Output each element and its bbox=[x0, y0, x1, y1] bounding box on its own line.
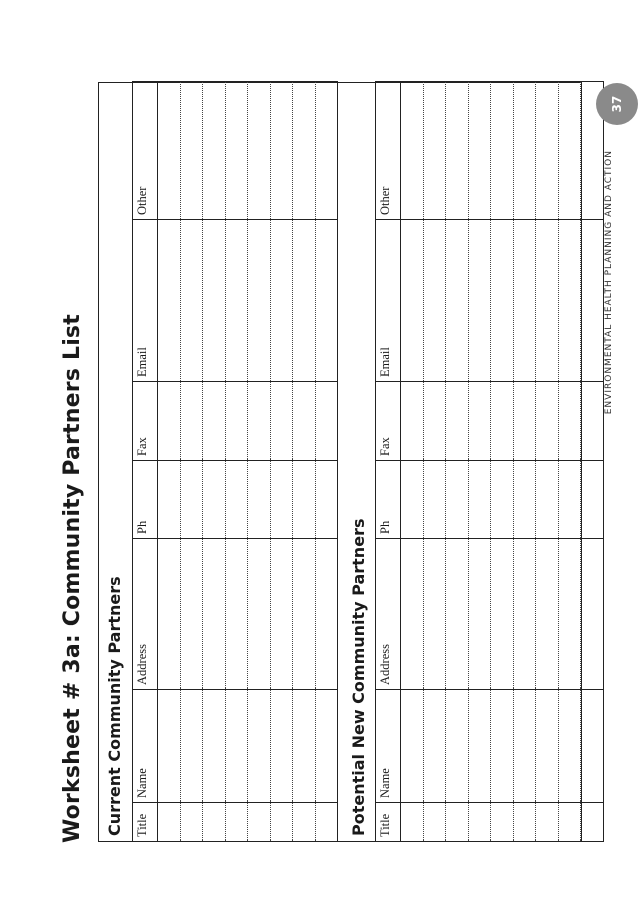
column-header-fax: Fax bbox=[376, 382, 401, 461]
fax-cell[interactable] bbox=[423, 382, 446, 461]
address-cell[interactable] bbox=[315, 539, 338, 690]
title-cell[interactable] bbox=[203, 803, 226, 842]
email-cell[interactable] bbox=[293, 220, 316, 382]
table-row bbox=[423, 82, 446, 842]
other-cell[interactable] bbox=[491, 82, 514, 220]
table-row bbox=[248, 82, 271, 842]
phone-cell[interactable] bbox=[536, 461, 559, 539]
email-cell[interactable] bbox=[581, 220, 604, 382]
column-header-phone: Ph bbox=[133, 461, 158, 539]
name-cell[interactable] bbox=[203, 690, 226, 803]
footer-running-title: ENVIRONMENTAL HEALTH PLANNING AND ACTION bbox=[604, 150, 614, 415]
other-cell[interactable] bbox=[270, 82, 293, 220]
fax-cell[interactable] bbox=[491, 382, 514, 461]
fax-cell[interactable] bbox=[581, 382, 604, 461]
other-cell[interactable] bbox=[203, 82, 226, 220]
table-row bbox=[180, 82, 203, 842]
column-header-other: Other bbox=[133, 82, 158, 220]
title-cell[interactable] bbox=[225, 803, 248, 842]
table-row bbox=[293, 82, 316, 842]
table-row bbox=[270, 82, 293, 842]
fax-cell[interactable] bbox=[558, 382, 581, 461]
fax-cell[interactable] bbox=[203, 382, 226, 461]
email-cell[interactable] bbox=[446, 220, 469, 382]
column-header-phone: Ph bbox=[376, 461, 401, 539]
column-header-other: Other bbox=[376, 82, 401, 220]
fax-cell[interactable] bbox=[248, 382, 271, 461]
table-row bbox=[468, 82, 491, 842]
address-cell[interactable] bbox=[293, 539, 316, 690]
column-header-email: Email bbox=[133, 220, 158, 382]
email-cell[interactable] bbox=[158, 220, 181, 382]
column-header-fax: Fax bbox=[133, 382, 158, 461]
email-cell[interactable] bbox=[401, 220, 424, 382]
phone-cell[interactable] bbox=[293, 461, 316, 539]
email-cell[interactable] bbox=[180, 220, 203, 382]
address-cell[interactable] bbox=[180, 539, 203, 690]
name-cell[interactable] bbox=[158, 690, 181, 803]
phone-cell[interactable] bbox=[558, 461, 581, 539]
current-partners-table bbox=[132, 81, 338, 842]
name-cell[interactable] bbox=[248, 690, 271, 803]
email-cell[interactable] bbox=[558, 220, 581, 382]
title-cell[interactable] bbox=[315, 803, 338, 842]
title-cell[interactable] bbox=[491, 803, 514, 842]
title-cell[interactable] bbox=[158, 803, 181, 842]
title-cell[interactable] bbox=[270, 803, 293, 842]
fax-cell[interactable] bbox=[401, 382, 424, 461]
address-cell[interactable] bbox=[468, 539, 491, 690]
email-cell[interactable] bbox=[536, 220, 559, 382]
address-cell[interactable] bbox=[401, 539, 424, 690]
phone-cell[interactable] bbox=[158, 461, 181, 539]
title-cell[interactable] bbox=[401, 803, 424, 842]
table-row bbox=[536, 82, 559, 842]
name-cell[interactable] bbox=[423, 690, 446, 803]
other-cell[interactable] bbox=[158, 82, 181, 220]
other-cell[interactable] bbox=[468, 82, 491, 220]
other-cell[interactable] bbox=[248, 82, 271, 220]
email-cell[interactable] bbox=[203, 220, 226, 382]
other-cell[interactable] bbox=[315, 82, 338, 220]
column-header-email: Email bbox=[376, 220, 401, 382]
table-row bbox=[558, 82, 581, 842]
name-cell[interactable] bbox=[401, 690, 424, 803]
other-cell[interactable] bbox=[423, 82, 446, 220]
title-cell[interactable] bbox=[423, 803, 446, 842]
name-cell[interactable] bbox=[315, 690, 338, 803]
name-cell[interactable] bbox=[446, 690, 469, 803]
email-cell[interactable] bbox=[513, 220, 536, 382]
name-cell[interactable] bbox=[581, 690, 604, 803]
phone-cell[interactable] bbox=[491, 461, 514, 539]
other-cell[interactable] bbox=[536, 82, 559, 220]
table-row bbox=[581, 82, 604, 842]
potential-partners-heading: Potential New Community Partners bbox=[349, 518, 368, 836]
current-partners-heading: Current Community Partners bbox=[105, 576, 124, 836]
phone-cell[interactable] bbox=[225, 461, 248, 539]
name-cell[interactable] bbox=[180, 690, 203, 803]
column-header-title: Title bbox=[376, 803, 401, 842]
address-cell[interactable] bbox=[491, 539, 514, 690]
table-row bbox=[203, 82, 226, 842]
phone-cell[interactable] bbox=[401, 461, 424, 539]
table-header-row bbox=[133, 82, 158, 842]
phone-cell[interactable] bbox=[513, 461, 536, 539]
column-header-address: Address bbox=[133, 539, 158, 690]
email-cell[interactable] bbox=[468, 220, 491, 382]
fax-cell[interactable] bbox=[468, 382, 491, 461]
fax-cell[interactable] bbox=[513, 382, 536, 461]
fax-cell[interactable] bbox=[315, 382, 338, 461]
title-cell[interactable] bbox=[180, 803, 203, 842]
email-cell[interactable] bbox=[491, 220, 514, 382]
table-row bbox=[158, 82, 181, 842]
name-cell[interactable] bbox=[468, 690, 491, 803]
other-cell[interactable] bbox=[293, 82, 316, 220]
address-cell[interactable] bbox=[558, 539, 581, 690]
address-cell[interactable] bbox=[248, 539, 271, 690]
title-cell[interactable] bbox=[513, 803, 536, 842]
title-cell[interactable] bbox=[468, 803, 491, 842]
column-header-name: Name bbox=[133, 690, 158, 803]
title-cell[interactable] bbox=[536, 803, 559, 842]
fax-cell[interactable] bbox=[270, 382, 293, 461]
fax-cell[interactable] bbox=[446, 382, 469, 461]
title-cell[interactable] bbox=[581, 803, 604, 842]
address-cell[interactable] bbox=[270, 539, 293, 690]
name-cell[interactable] bbox=[491, 690, 514, 803]
phone-cell[interactable] bbox=[446, 461, 469, 539]
name-cell[interactable] bbox=[270, 690, 293, 803]
other-cell[interactable] bbox=[401, 82, 424, 220]
address-cell[interactable] bbox=[158, 539, 181, 690]
fax-cell[interactable] bbox=[225, 382, 248, 461]
fax-cell[interactable] bbox=[180, 382, 203, 461]
phone-cell[interactable] bbox=[203, 461, 226, 539]
page-number: 37 bbox=[610, 95, 624, 113]
table-row bbox=[446, 82, 469, 842]
name-cell[interactable] bbox=[558, 690, 581, 803]
address-cell[interactable] bbox=[513, 539, 536, 690]
table-row bbox=[315, 82, 338, 842]
table-header-row bbox=[376, 82, 401, 842]
address-cell[interactable] bbox=[536, 539, 559, 690]
phone-cell[interactable] bbox=[423, 461, 446, 539]
phone-cell[interactable] bbox=[315, 461, 338, 539]
other-cell[interactable] bbox=[558, 82, 581, 220]
fax-cell[interactable] bbox=[293, 382, 316, 461]
column-header-name: Name bbox=[376, 690, 401, 803]
other-cell[interactable] bbox=[446, 82, 469, 220]
fax-cell[interactable] bbox=[158, 382, 181, 461]
phone-cell[interactable] bbox=[270, 461, 293, 539]
table-row bbox=[225, 82, 248, 842]
column-header-title: Title bbox=[133, 803, 158, 842]
worksheet-title: Worksheet # 3a: Community Partners List bbox=[60, 314, 85, 843]
title-cell[interactable] bbox=[558, 803, 581, 842]
table-row bbox=[513, 82, 536, 842]
table-row bbox=[491, 82, 514, 842]
name-cell[interactable] bbox=[293, 690, 316, 803]
phone-cell[interactable] bbox=[180, 461, 203, 539]
email-cell[interactable] bbox=[248, 220, 271, 382]
title-cell[interactable] bbox=[248, 803, 271, 842]
email-cell[interactable] bbox=[225, 220, 248, 382]
phone-cell[interactable] bbox=[248, 461, 271, 539]
phone-cell[interactable] bbox=[468, 461, 491, 539]
fax-cell[interactable] bbox=[536, 382, 559, 461]
title-cell[interactable] bbox=[293, 803, 316, 842]
email-cell[interactable] bbox=[423, 220, 446, 382]
address-cell[interactable] bbox=[423, 539, 446, 690]
address-cell[interactable] bbox=[446, 539, 469, 690]
other-cell[interactable] bbox=[180, 82, 203, 220]
name-cell[interactable] bbox=[225, 690, 248, 803]
title-cell[interactable] bbox=[446, 803, 469, 842]
email-cell[interactable] bbox=[270, 220, 293, 382]
other-cell[interactable] bbox=[513, 82, 536, 220]
address-cell[interactable] bbox=[581, 539, 604, 690]
address-cell[interactable] bbox=[225, 539, 248, 690]
name-cell[interactable] bbox=[536, 690, 559, 803]
table-row bbox=[401, 82, 424, 842]
potential-partners-table bbox=[375, 81, 604, 842]
name-cell[interactable] bbox=[513, 690, 536, 803]
other-cell[interactable] bbox=[225, 82, 248, 220]
phone-cell[interactable] bbox=[581, 461, 604, 539]
address-cell[interactable] bbox=[203, 539, 226, 690]
column-header-address: Address bbox=[376, 539, 401, 690]
email-cell[interactable] bbox=[315, 220, 338, 382]
